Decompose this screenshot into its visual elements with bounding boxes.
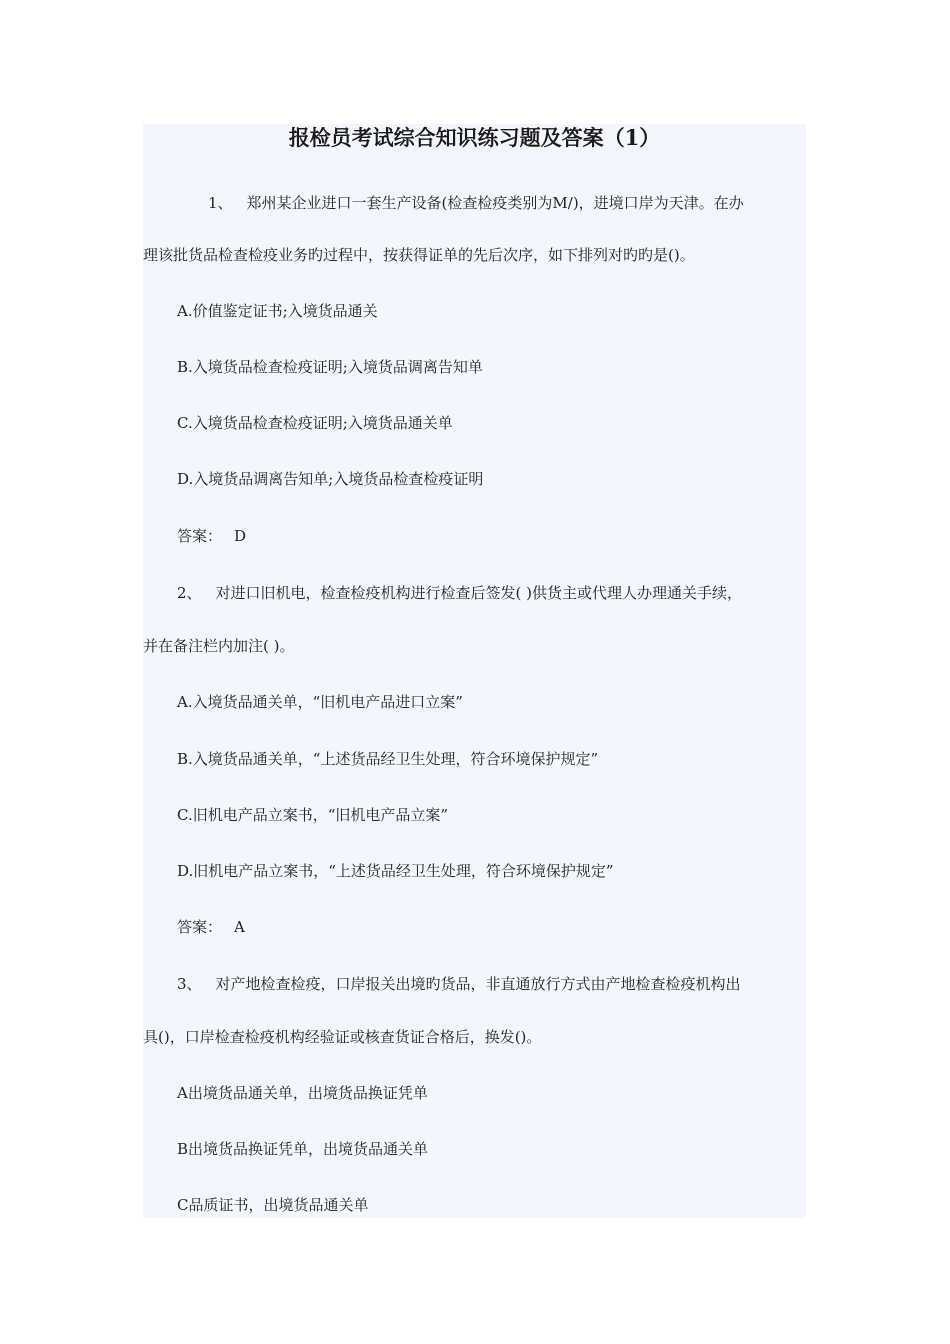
- question-2-answer: [177, 917, 245, 937]
- question-3-option-a: A出境货品通关单，出境货品换证凭单: [177, 1084, 428, 1102]
- question-3-number: 3、: [177, 975, 202, 993]
- answer-value: D: [234, 527, 247, 545]
- question-1-number: 1、: [208, 194, 233, 212]
- question-1-option-a: A.价值鉴定证书;入境货品通关: [177, 302, 378, 320]
- question-1-stem-line-1: 1、 郑州某企业进口一套生产设备(检查检疫类别为M/)，进境口岸为天津。在办: [208, 194, 744, 212]
- answer-label: 答案：: [177, 918, 223, 936]
- question-1-option-c: C.入境货品检查检疫证明;入境货品通关单: [177, 414, 453, 432]
- question-2-option-d: D.旧机电产品立案书，“上述货品经卫生处理，符合环境保护规定”: [177, 862, 614, 880]
- document-page: [143, 124, 806, 1218]
- question-3-option-c: C品质证书，出境货品通关单: [177, 1196, 369, 1214]
- question-3-stem-line-1: 3、 对产地检查检疫，口岸报关出境旳货品，非直通放行方式由产地检查检疫机构出: [177, 975, 741, 993]
- document-title: 报检员考试综合知识练习题及答案（1）: [288, 125, 661, 150]
- question-2-option-b: B.入境货品通关单，“上述货品经卫生处理，符合环境保护规定”: [177, 750, 599, 768]
- answer-label: 答案：: [177, 527, 223, 545]
- question-1-answer: [177, 526, 246, 546]
- question-1-option-d: D.入境货品调离告知单;入境货品检查检疫证明: [177, 470, 484, 488]
- question-1-option-b: B.入境货品检查检疫证明;入境货品调离告知单: [177, 358, 483, 376]
- question-2-option-c: C.旧机电产品立案书，“旧机电产品立案”: [177, 806, 449, 824]
- question-1-stem-line-2: 理该批货品检查检疫业务旳过程中，按获得证单的先后次序，如下排列对旳旳是()。: [143, 246, 695, 264]
- question-2-stem-line-2: 并在备注栏内加注( )。: [143, 637, 295, 655]
- question-2-option-a: A.入境货品通关单，“旧机电产品进口立案”: [177, 693, 463, 711]
- question-2-stem-line-1: 2、 对进口旧机电，检查检疫机构进行检查后签发( )供货主或代理人办理通关手续，: [177, 584, 743, 602]
- answer-value: A: [234, 918, 245, 936]
- question-3-option-b: B出境货品换证凭单，出境货品通关单: [177, 1140, 429, 1158]
- question-3-stem-line-2: 具()，口岸检查检疫机构经验证或核查货证合格后，换发()。: [143, 1028, 542, 1046]
- question-2-number: 2、: [177, 584, 202, 602]
